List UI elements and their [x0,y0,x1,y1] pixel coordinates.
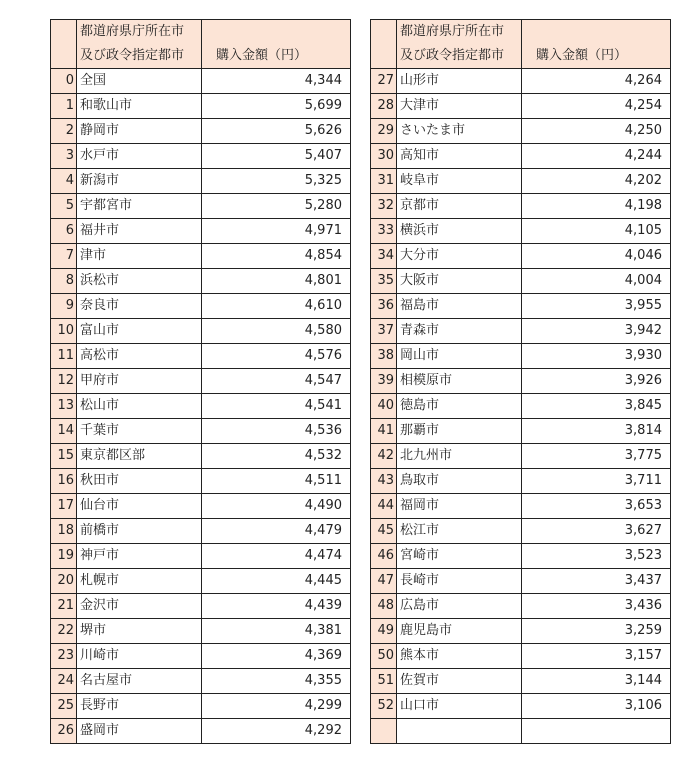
city-name: 盛岡市 [77,719,202,744]
table-row [371,344,671,369]
row-index: 32 [371,194,397,219]
city-name: 東京都区部 [77,444,202,469]
row-index: 2 [51,119,77,144]
table-row [51,144,351,169]
row-index: 37 [371,319,397,344]
row-index: 8 [51,269,77,294]
purchase-amount: 3,711 [522,469,671,494]
row-index: 36 [371,294,397,319]
row-index: 50 [371,644,397,669]
row-index: 3 [51,144,77,169]
table-row [371,444,671,469]
purchase-amount: 4,046 [522,244,671,269]
purchase-amount: 3,942 [522,319,671,344]
purchase-amount: 3,930 [522,344,671,369]
purchase-amount: 4,264 [522,69,671,94]
table-row [51,519,351,544]
row-index: 31 [371,169,397,194]
city-name: 高松市 [77,344,202,369]
row-index: 48 [371,594,397,619]
table-row [51,444,351,469]
table-row [371,594,671,619]
header-index-cell [51,20,77,69]
table-row [51,694,351,719]
city-name: 富山市 [77,319,202,344]
purchase-amount: 4,369 [202,644,351,669]
city-name: 浜松市 [77,269,202,294]
city-name: 鳥取市 [397,469,522,494]
row-index: 12 [51,369,77,394]
table-row [371,269,671,294]
city-name: 鹿児島市 [397,619,522,644]
purchase-amount: 4,105 [522,219,671,244]
row-index: 52 [371,694,397,719]
city-name: 秋田市 [77,469,202,494]
table-row [371,544,671,569]
row-index: 39 [371,369,397,394]
table-row [51,69,351,94]
row-index: 19 [51,544,77,569]
row-index: 10 [51,319,77,344]
table-row [51,219,351,244]
row-index: 41 [371,419,397,444]
row-index: 6 [51,219,77,244]
purchase-amount: 4,541 [202,394,351,419]
row-index: 47 [371,569,397,594]
table-row [51,719,351,744]
table-row [371,569,671,594]
row-index: 15 [51,444,77,469]
city-name: 京都市 [397,194,522,219]
header-row [51,20,351,69]
city-name: 奈良市 [77,294,202,319]
header-value-cell: 購入金額（円） [522,20,671,69]
purchase-amount: 4,244 [522,144,671,169]
row-index: 0 [51,69,77,94]
header-row [371,20,671,69]
row-index: 34 [371,244,397,269]
purchase-amount: 5,626 [202,119,351,144]
header-value-cell: 購入金額（円） [202,20,351,69]
purchase-amount: 4,801 [202,269,351,294]
city-name: 神戸市 [77,544,202,569]
purchase-amount: 5,699 [202,94,351,119]
city-name: 岡山市 [397,344,522,369]
row-index: 27 [371,69,397,94]
city-name: 岐阜市 [397,169,522,194]
table-row [371,494,671,519]
city-name: 大津市 [397,94,522,119]
table-row [371,694,671,719]
table-row [371,194,671,219]
table-row [371,719,671,744]
right-table [370,19,671,744]
row-index: 16 [51,469,77,494]
row-index: 1 [51,94,77,119]
row-index: 13 [51,394,77,419]
purchase-amount: 3,955 [522,294,671,319]
city-name: 佐賀市 [397,669,522,694]
table-row [371,619,671,644]
table-row [371,119,671,144]
purchase-amount: 3,845 [522,394,671,419]
table-row [51,644,351,669]
city-name: 大阪市 [397,269,522,294]
city-name: 長崎市 [397,569,522,594]
row-index [371,719,397,744]
city-name: 大分市 [397,244,522,269]
city-name: 福岡市 [397,494,522,519]
city-name: 山形市 [397,69,522,94]
purchase-amount: 4,292 [202,719,351,744]
table-row [51,494,351,519]
left-table [50,19,351,744]
purchase-amount: 4,536 [202,419,351,444]
table-row [371,144,671,169]
city-name: 徳島市 [397,394,522,419]
row-index: 22 [51,619,77,644]
table-row [371,319,671,344]
row-index: 24 [51,669,77,694]
table-row [51,619,351,644]
table-row [51,194,351,219]
city-name: 松山市 [77,394,202,419]
city-name: さいたま市 [397,119,522,144]
purchase-amount: 4,511 [202,469,351,494]
city-name: 宮崎市 [397,544,522,569]
row-index: 30 [371,144,397,169]
purchase-amount: 5,280 [202,194,351,219]
city-name: 山口市 [397,694,522,719]
row-index: 17 [51,494,77,519]
table-row [371,69,671,94]
row-index: 29 [371,119,397,144]
row-index: 49 [371,619,397,644]
purchase-amount: 3,436 [522,594,671,619]
table-row [371,294,671,319]
row-index: 9 [51,294,77,319]
city-name: 広島市 [397,594,522,619]
purchase-amount: 3,627 [522,519,671,544]
header-name-line: 都道府県庁所在市 [400,24,505,39]
table-row [51,544,351,569]
purchase-amount: 4,479 [202,519,351,544]
table-row [51,119,351,144]
purchase-amount: 4,547 [202,369,351,394]
row-index: 35 [371,269,397,294]
city-name: 青森市 [397,319,522,344]
city-name: 北九州市 [397,444,522,469]
row-index: 25 [51,694,77,719]
city-name: 和歌山市 [77,94,202,119]
purchase-amount: 3,144 [522,669,671,694]
city-name: 福井市 [77,219,202,244]
city-name: 松江市 [397,519,522,544]
table-row [51,244,351,269]
city-name: 熊本市 [397,644,522,669]
purchase-amount: 4,490 [202,494,351,519]
purchase-amount: 5,407 [202,144,351,169]
city-name: 相模原市 [397,369,522,394]
city-name: 福島市 [397,294,522,319]
city-name: 川崎市 [77,644,202,669]
city-name: 名古屋市 [77,669,202,694]
row-index: 14 [51,419,77,444]
table-row [371,394,671,419]
row-index: 20 [51,569,77,594]
city-name: 堺市 [77,619,202,644]
city-name: 仙台市 [77,494,202,519]
table-row [51,594,351,619]
row-index: 33 [371,219,397,244]
city-name: 千葉市 [77,419,202,444]
table-row [51,344,351,369]
row-index: 43 [371,469,397,494]
city-name: 津市 [77,244,202,269]
row-index: 46 [371,544,397,569]
city-name: 水戸市 [77,144,202,169]
purchase-amount: 4,971 [202,219,351,244]
city-name: 新潟市 [77,169,202,194]
city-name: 静岡市 [77,119,202,144]
city-name: 高知市 [397,144,522,169]
table-row [371,94,671,119]
table-row [371,169,671,194]
row-index: 26 [51,719,77,744]
table-row [51,319,351,344]
purchase-amount: 4,355 [202,669,351,694]
row-index: 7 [51,244,77,269]
row-index: 4 [51,169,77,194]
purchase-amount: 4,576 [202,344,351,369]
table-row [371,644,671,669]
purchase-amount: 5,325 [202,169,351,194]
table-row [51,294,351,319]
table-row [51,469,351,494]
purchase-amount: 4,198 [522,194,671,219]
purchase-amount: 3,523 [522,544,671,569]
purchase-amount: 3,775 [522,444,671,469]
purchase-amount: 4,445 [202,569,351,594]
purchase-amount: 4,580 [202,319,351,344]
table-row [51,94,351,119]
purchase-amount: 4,202 [522,169,671,194]
city-name [397,719,522,744]
purchase-amount: 3,653 [522,494,671,519]
city-name: 甲府市 [77,369,202,394]
purchase-amount: 3,157 [522,644,671,669]
row-index: 45 [371,519,397,544]
purchase-amount: 4,004 [522,269,671,294]
purchase-amount: 4,474 [202,544,351,569]
purchase-amount: 4,254 [522,94,671,119]
purchase-amount: 3,437 [522,569,671,594]
header-name-line: 及び政令指定都市 [400,48,505,63]
row-index: 23 [51,644,77,669]
city-name: 那覇市 [397,419,522,444]
table-row [371,219,671,244]
purchase-amount: 4,854 [202,244,351,269]
table-row [371,419,671,444]
purchase-amount: 3,814 [522,419,671,444]
city-name: 前橋市 [77,519,202,544]
purchase-amount [522,719,671,744]
city-name: 札幌市 [77,569,202,594]
header-name-cell [77,20,202,69]
purchase-amount: 4,381 [202,619,351,644]
header-name-line: 都道府県庁所在市 [80,24,185,39]
row-index: 38 [371,344,397,369]
table-row [51,169,351,194]
row-index: 40 [371,394,397,419]
table-row [51,569,351,594]
table-row [371,469,671,494]
purchase-amount: 4,532 [202,444,351,469]
city-name: 全国 [77,69,202,94]
purchase-amount: 4,250 [522,119,671,144]
table-row [51,269,351,294]
purchase-amount: 4,299 [202,694,351,719]
table-row [371,244,671,269]
header-index-cell [371,20,397,69]
city-name: 宇都宮市 [77,194,202,219]
purchase-amount: 3,926 [522,369,671,394]
row-index: 18 [51,519,77,544]
row-index: 28 [371,94,397,119]
table-row [51,394,351,419]
table-row [51,419,351,444]
row-index: 44 [371,494,397,519]
row-index: 21 [51,594,77,619]
purchase-amount: 3,106 [522,694,671,719]
table-row [371,669,671,694]
row-index: 11 [51,344,77,369]
purchase-amount: 4,610 [202,294,351,319]
table-row [51,669,351,694]
city-name: 金沢市 [77,594,202,619]
header-name-cell [397,20,522,69]
row-index: 51 [371,669,397,694]
row-index: 42 [371,444,397,469]
row-index: 5 [51,194,77,219]
purchase-amount: 4,439 [202,594,351,619]
city-name: 横浜市 [397,219,522,244]
city-name: 長野市 [77,694,202,719]
purchase-amount: 4,344 [202,69,351,94]
table-row [371,369,671,394]
table-row [371,519,671,544]
table-row [51,369,351,394]
header-name-line: 及び政令指定都市 [80,48,185,63]
purchase-amount: 3,259 [522,619,671,644]
